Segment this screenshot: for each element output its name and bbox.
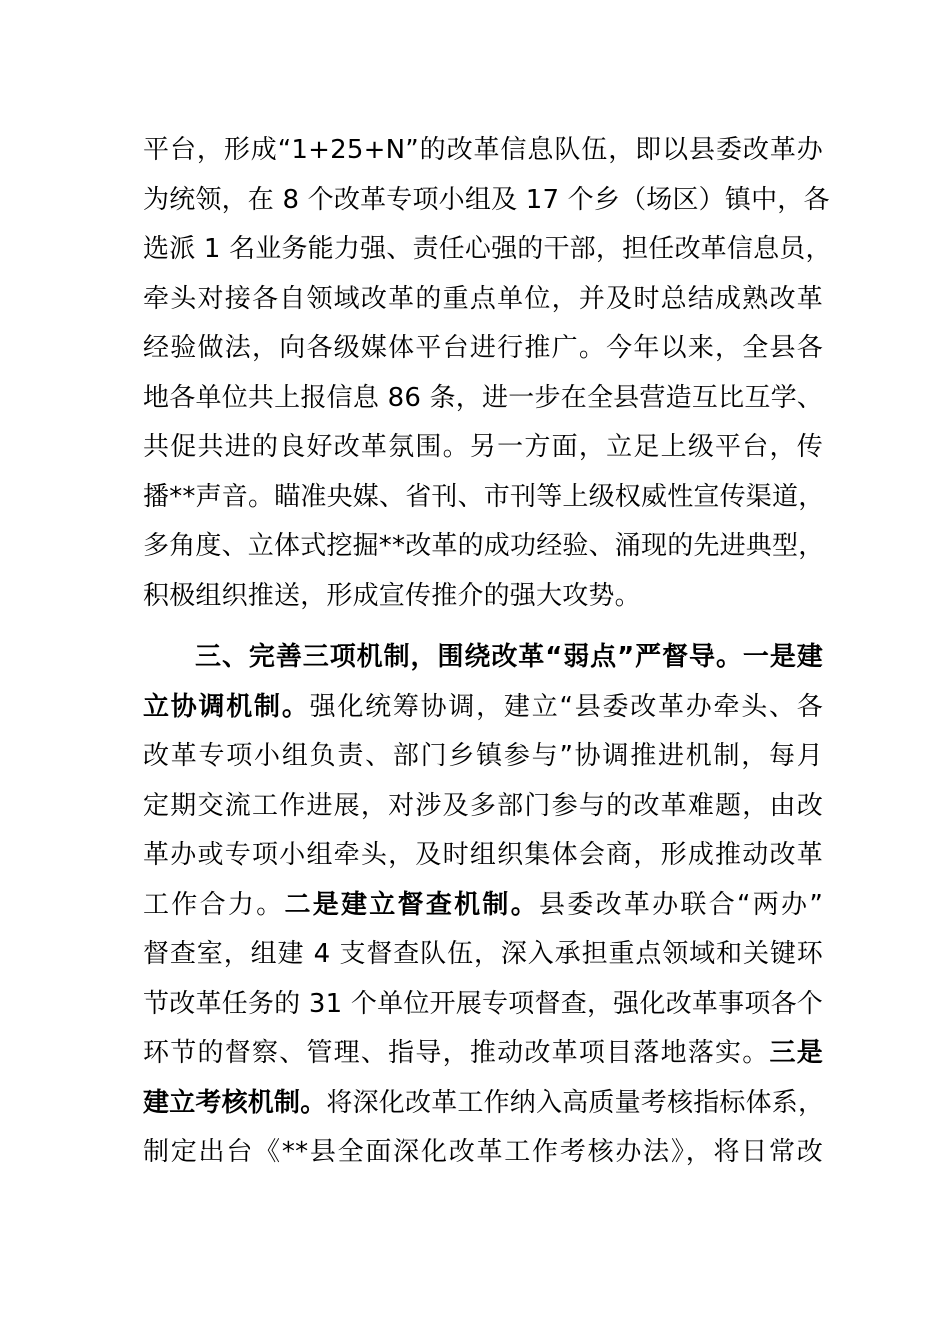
paragraph-media-promotion: [143, 126, 832, 621]
item-title: 一是建: [742, 642, 823, 672]
text-line: [143, 683, 823, 733]
text-line: 共促共进的良好改革氛围。另一方面，立足上级平台，传: [143, 432, 823, 462]
text-line: 选派 1 名业务能力强、责任心强的干部，担任改革信息员，: [143, 234, 832, 264]
text-line: [143, 1079, 823, 1129]
section-three-paragraph: [143, 633, 823, 1178]
text-line: 督查室，组建 4 支督查队伍，深入承担重点领域和关键环: [143, 939, 823, 969]
item-title: 三是: [769, 1038, 823, 1068]
document-body: [143, 126, 832, 1178]
text-line: 经验做法，向各级媒体平台进行推广。今年以来，全县各: [143, 333, 823, 363]
text-line: 牵头对接各自领域改革的重点单位，并及时总结成熟改革: [143, 283, 823, 314]
body-text: 将深化改革工作纳入高质量考核指标体系，: [326, 1087, 825, 1118]
item-title: 建立考核机制。: [143, 1087, 327, 1118]
text-line: 制定出台《**县全面深化改革工作考核办法》，将日常改: [143, 1137, 823, 1167]
text-line: [143, 881, 823, 931]
text-line: [143, 1029, 823, 1079]
text-line: 节改革任务的 31 个单位开展专项督查，强化改革事项各个: [143, 988, 823, 1019]
body-text: 县委改革办联合“两办”: [539, 889, 823, 920]
body-text: 环节的督察、管理、指导，推动改革项目落地落实。: [143, 1038, 770, 1068]
text-line: 积极组织推送，形成宣传推介的强大攻势。: [143, 580, 641, 611]
item-title: 二是建立督查机制。: [284, 889, 539, 920]
section-heading: 三、完善三项机制，围绕改革“弱点”严督导。: [195, 642, 743, 672]
text-line: 平台，形成“1+25+N”的改革信息队伍，即以县委改革办: [143, 135, 823, 165]
text-line: 地各单位共上报信息 86 条，进一步在全县营造互比互学、: [143, 382, 823, 413]
body-text: 强化统筹协调，建立“县委改革办牵头、各: [309, 691, 824, 722]
text-line: 改革专项小组负责、部门乡镇参与”协调推进机制，每月: [143, 741, 823, 771]
item-title: 立协调机制。: [143, 691, 310, 722]
text-line: [143, 633, 823, 683]
body-text: 工作合力。: [143, 889, 285, 920]
text-line: 为统领，在 8 个改革专项小组及 17 个乡（场区）镇中，各: [143, 184, 830, 215]
text-line: 播**声音。瞄准央媒、省刊、市刊等上级权威性宣传渠道，: [143, 481, 825, 512]
text-line: 定期交流工作进展，对涉及多部门参与的改革难题，由改: [143, 790, 823, 821]
text-line: 革办或专项小组牵头，及时组织集体会商，形成推动改革: [143, 840, 823, 870]
text-line: 多角度、立体式挖掘**改革的成功经验、涌现的先进典型，: [143, 531, 825, 561]
